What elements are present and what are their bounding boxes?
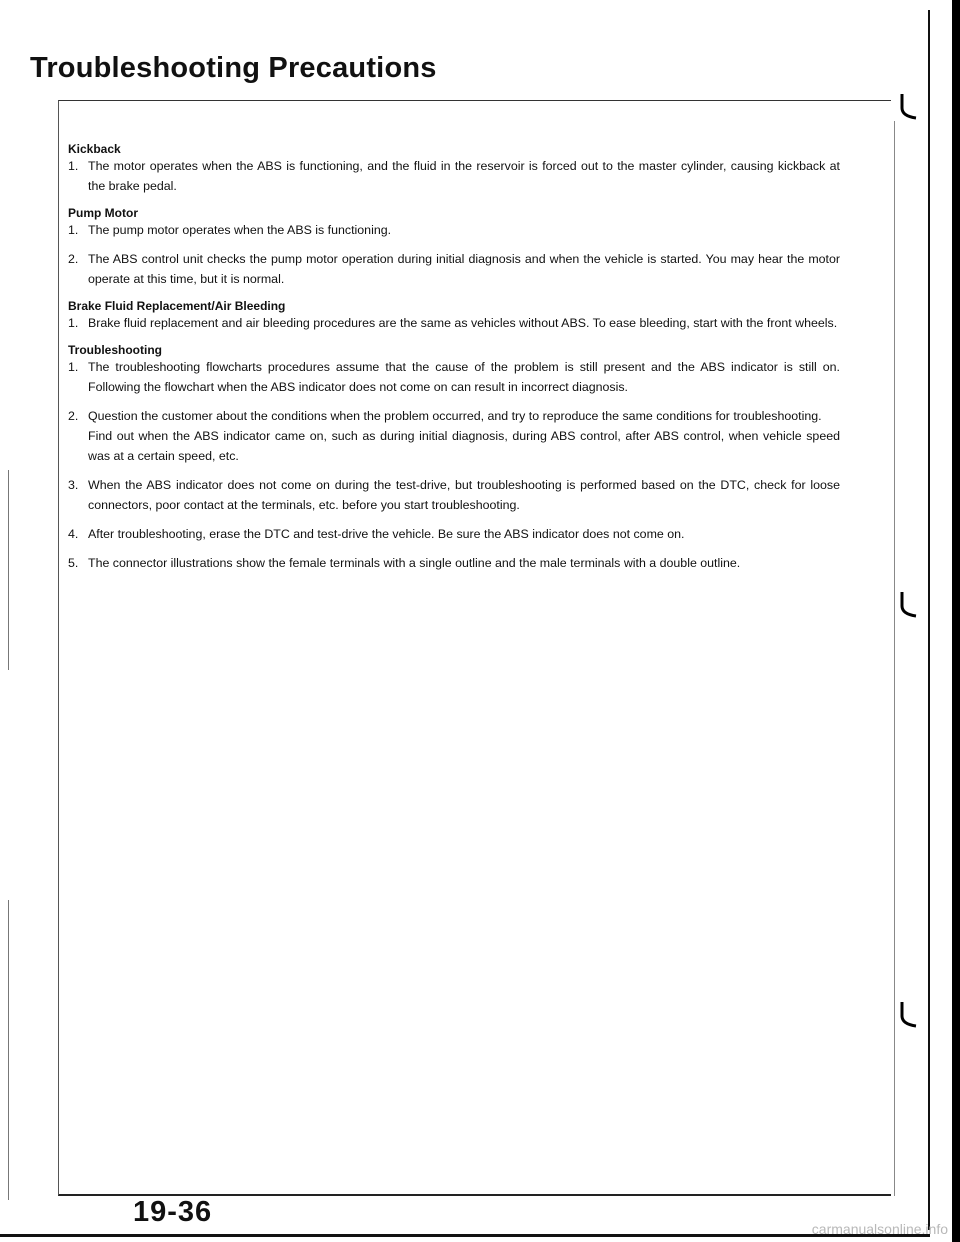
- document-body: [68, 142, 840, 583]
- list-item: [68, 156, 840, 196]
- paragraph: The connector illustrations show the female terminals with a single outline and the male terminals with a double outline.: [88, 556, 741, 570]
- list-item: [68, 553, 840, 573]
- item-number: 1.: [68, 316, 79, 330]
- bottom-rule: [0, 1234, 930, 1237]
- paragraph: After troubleshooting, erase the DTC and test-drive the vehicle. Be sure the ABS indicator does not come on.: [88, 527, 685, 541]
- item-text: [88, 220, 840, 240]
- paragraph: The ABS control unit checks the pump motor operation during initial diagnosis and when the vehicle is started. You may hear the motor operate at this time, but it is normal.: [88, 252, 840, 286]
- list-item: [68, 475, 840, 515]
- section-tab-icon: [900, 92, 918, 120]
- section-heading: Pump Motor: [68, 206, 138, 220]
- section-heading: Brake Fluid Replacement/Air Bleeding: [68, 299, 286, 313]
- paragraph: Question the customer about the conditions when the problem occurred, and try to reproduce the same conditions for troubleshooting.: [88, 409, 822, 423]
- item-text: [88, 357, 840, 397]
- paragraph: The troubleshooting flowcharts procedures assume that the cause of the problem is still present and the ABS indicator is still on. Following the flowchart when the ABS indicator does not come on can result in incorrect diagnosis.: [88, 360, 840, 394]
- margin-line: [8, 900, 9, 1200]
- item-text: [88, 524, 840, 544]
- section-tab-icon: [900, 590, 918, 618]
- section-heading: Kickback: [68, 142, 121, 156]
- item-number: 3.: [68, 478, 79, 492]
- page-number: 19-36: [133, 1196, 213, 1228]
- margin-line: [8, 470, 9, 670]
- page-edge-bar: [952, 0, 960, 1242]
- section: [68, 299, 840, 333]
- section: [68, 343, 840, 573]
- binding-line: [928, 10, 930, 1230]
- item-text: [88, 475, 840, 515]
- item-number: 2.: [68, 409, 79, 423]
- paragraph: The pump motor operates when the ABS is functioning.: [88, 223, 392, 237]
- paragraph: The motor operates when the ABS is functioning, and the fluid in the reservoir is forced out to the master cylinder, causing kickback at the brake pedal.: [88, 159, 840, 193]
- item-number: 2.: [68, 252, 79, 266]
- watermark: carmanualsonline.info: [811, 1221, 948, 1237]
- item-text: [88, 249, 840, 289]
- item-number: 5.: [68, 556, 79, 570]
- item-number: 1.: [68, 223, 79, 237]
- item-number: 1.: [68, 360, 79, 374]
- item-text: [88, 406, 840, 466]
- page-title: Troubleshooting Precautions: [30, 52, 437, 84]
- paragraph: Brake fluid replacement and air bleeding procedures are the same as vehicles without ABS. To ease bleeding, start with the front wheels.: [88, 316, 838, 330]
- section: [68, 206, 840, 289]
- item-number: 4.: [68, 527, 79, 541]
- item-number: 1.: [68, 159, 79, 173]
- section-tab-icon: [900, 1000, 918, 1028]
- list-item: [68, 357, 840, 397]
- paragraph: When the ABS indicator does not come on during the test-drive, but troubleshooting is performed based on the DTC, check for loose connectors, poor contact at the terminals, etc. before you start troubleshooting.: [88, 478, 840, 512]
- item-text: [88, 156, 840, 196]
- list-item: [68, 524, 840, 544]
- list-item: [68, 220, 840, 240]
- list-item: [68, 249, 840, 289]
- section: [68, 142, 840, 196]
- list-item: [68, 313, 840, 333]
- section-heading: Troubleshooting: [68, 343, 162, 357]
- list-item: [68, 406, 840, 466]
- paragraph: Find out when the ABS indicator came on, such as during initial diagnosis, during ABS control, after ABS control, when vehicle speed was at a certain speed, etc.: [88, 429, 840, 463]
- item-text: [88, 313, 840, 333]
- item-text: [88, 553, 840, 573]
